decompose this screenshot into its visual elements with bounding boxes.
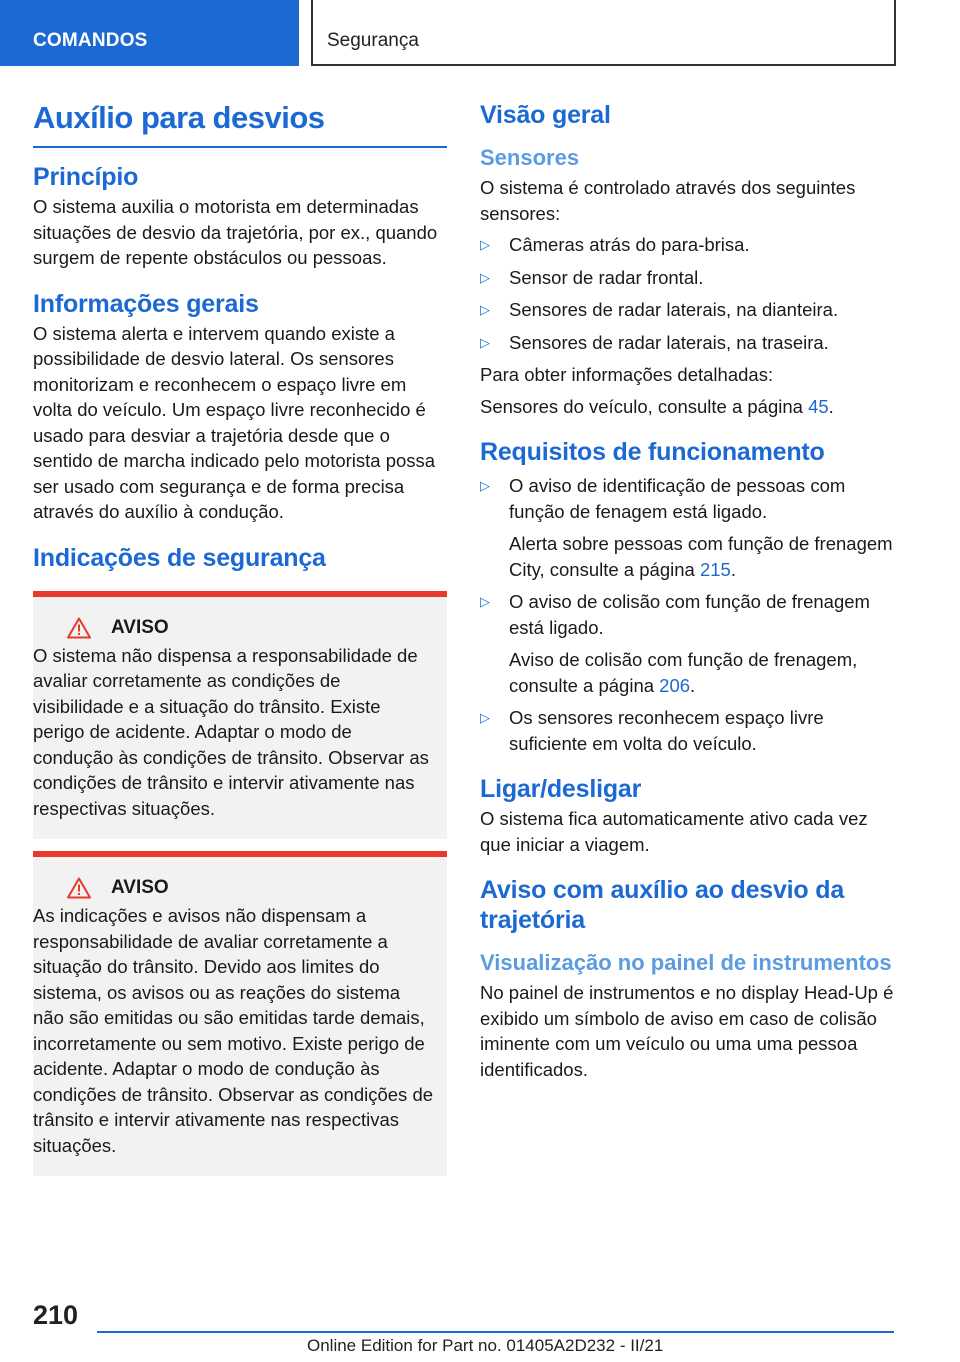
list-item <box>480 473 894 582</box>
chapter-box <box>311 0 896 66</box>
list-item-sub-text: Alerta sobre pessoas com função de frenagem City, consulte a página <box>509 533 893 580</box>
warning-text: O sistema não dispensa a responsabilidade de avaliar corretamente as condições de visibilidade e a situação do trânsito. Existe perigo de acidente. Adaptar o modo de condução às condições de trânsito. Observar as condições de trânsito e intervir ativamente nas respectivas situações. <box>33 644 429 819</box>
list-item <box>480 589 894 698</box>
heading-visao: Visão geral <box>480 101 611 129</box>
warning-header <box>33 617 435 639</box>
list-item <box>480 297 894 323</box>
bullet-triangle-icon: ▷ <box>480 334 490 350</box>
warning-header <box>33 877 435 899</box>
list-item <box>480 330 894 356</box>
requirements-list <box>480 473 894 756</box>
heading-ligar: Ligar/desligar <box>480 775 642 803</box>
list-item-text: Os sensores reconhecem espaço livre suficiente em volta do veículo. <box>509 707 824 754</box>
right-column <box>480 100 894 1088</box>
bullet-triangle-icon: ▷ <box>480 237 490 252</box>
list-item-text: O aviso de identificação de pessoas com função de fenagem está ligado. <box>509 475 846 522</box>
sensores-intro: O sistema é controlado através dos seguintes sensores: <box>480 177 856 224</box>
warning-text: As indicações e avisos não dispensam a responsabilidade de avaliar corretamente a situação do trânsito. Devido aos limites do sistema, os avisos ou as reações do sistema não são emitidas ou são emitidas tarde demais, incorretamente ou sem motivo. Existe perigo de acidente. Adaptar o modo de condução às condições de trânsito. Observar as condições de trânsito e intervir ativamente nas respectivas situações. <box>33 905 434 1156</box>
page-title: Auxílio para desvios <box>33 100 447 148</box>
details-text: Sensores do veículo, consulte a página 45. <box>480 395 834 417</box>
list-item <box>480 705 894 756</box>
sensor-list <box>480 232 894 355</box>
heading-aviso: Aviso com auxílio ao desvio da trajetória <box>480 876 845 934</box>
list-item-sub-text: Aviso de colisão com função de frenagem, consulte a página <box>509 649 858 696</box>
warning-triangle-icon <box>67 877 91 899</box>
left-column <box>33 100 447 1176</box>
chapter-title: Segurança <box>327 30 419 51</box>
page-header <box>0 0 960 66</box>
bullet-triangle-icon: ▷ <box>480 269 490 285</box>
edition-text: Online Edition for Part no. 01405A2D232 - II/21 <box>307 1336 664 1355</box>
warning-title: AVISO <box>111 616 169 638</box>
info-text: O sistema alerta e intervem quando existe a possibilidade de desvio lateral. Os sensores monitorizam e reconhecem o espaço livre em volta do veículo. Um espaço livre reconhecido é usado para desviar a trajetória desde que o sentido de marcha indicado pelo motorista possa ser usado com segurança e de forma precisa através do auxílio à condução. <box>33 322 436 522</box>
section-label: COMANDOS <box>33 30 148 51</box>
bullet-triangle-icon: ▷ <box>480 594 490 609</box>
list-item-sub: Alerta sobre pessoas com função de frenagem City, consulte a página 215. <box>509 533 893 580</box>
list-item-sub: Aviso de colisão com função de frenagem, consulte a página 206. <box>509 649 858 696</box>
heading-principio: Princípio <box>33 163 139 191</box>
details-intro: Para obter informações detalhadas: <box>480 364 774 385</box>
list-item-text: Sensor de radar frontal. <box>509 266 704 288</box>
bullet-triangle-icon: ▷ <box>480 710 490 725</box>
list-item-text: O aviso de colisão com função de frenagem está ligado. <box>509 591 870 638</box>
heading-seguranca: Indicações de segurança <box>33 543 326 572</box>
list-item-text: Sensores de radar laterais, na dianteira. <box>509 299 839 320</box>
list-item <box>480 232 894 258</box>
section-tab[interactable] <box>0 0 299 66</box>
bullet-triangle-icon: ▷ <box>480 478 490 493</box>
principio-text: O sistema auxilia o motorista em determinadas situações de desvio da trajetória, por ex., quando surgem de repente obstáculos ou pessoas. <box>33 196 438 268</box>
footer-divider <box>97 1331 894 1333</box>
ligar-text: O sistema fica automaticamente ativo cada vez que iniciar a viagem. <box>480 808 868 855</box>
bullet-triangle-icon: ▷ <box>480 302 490 317</box>
warning-triangle-icon <box>67 617 91 639</box>
details-text-label: Sensores do veículo, consulte a página <box>480 395 803 417</box>
page-link[interactable]: 206 <box>659 674 691 696</box>
page-link[interactable]: 45 <box>808 395 829 417</box>
heading-sensores: Sensores <box>480 145 580 170</box>
list-item-text: Câmeras atrás do para-brisa. <box>509 234 750 255</box>
list-item-text: Sensores de radar laterais, na traseira. <box>509 331 829 353</box>
page-number: 210 <box>33 1300 79 1330</box>
list-item <box>480 265 894 291</box>
aviso-text: No painel de instrumentos e no display Head-Up é exibido um símbolo de aviso em caso de colisão iminente com um veículo ou uma uma pessoa identificados. <box>480 982 894 1080</box>
heading-info: Informações gerais <box>33 289 259 318</box>
warning-box <box>33 851 447 1176</box>
warning-box <box>33 591 447 840</box>
warning-title: AVISO <box>111 877 169 898</box>
heading-visualizacao: Visualização no painel de instrumentos <box>480 950 892 975</box>
page-link[interactable]: 215 <box>699 558 731 580</box>
heading-requisitos: Requisitos de funcionamento <box>480 438 825 466</box>
